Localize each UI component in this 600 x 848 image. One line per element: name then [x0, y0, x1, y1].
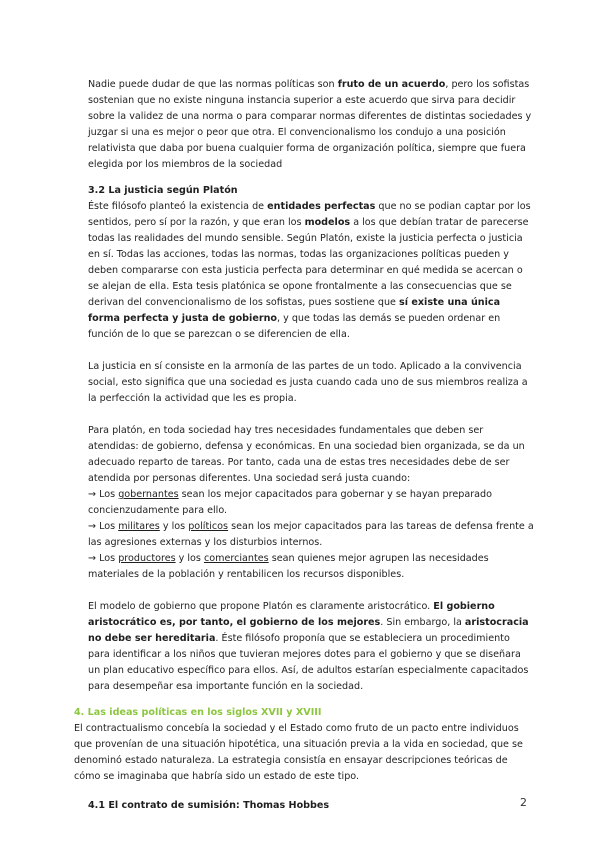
text-run: Éste filósofo planteó la existencia de [88, 201, 268, 212]
underlined-run: políticos [188, 521, 229, 532]
text-run: y los [159, 521, 189, 532]
text-run: → Los [88, 489, 119, 500]
text-run: a los que debían tratar de parecerse todas las realidades del mundo sensible. Según Platón, existe la justicia perfecta o justicia en sí. Todas las acciones, todas las normas, todas las organizaciones políticas pueden y deben compararse con esta justicia perfecta para determinar en qué medida se acercan o se alejan de ella. Esta tesis platónica se opone frontalmente a las consecuencias que se derivan del convencionalismo de los sofistas, pues sostiene que [88, 217, 529, 308]
text-run: , y que todas las demás se pueden ordenar en función de lo que se parezcan o se diferencien de ella. [88, 313, 501, 340]
bold-run: El gobierno aristocrático es, por tanto, el gobierno de los mejores [88, 601, 495, 628]
paragraph-aristocracia [74, 599, 534, 695]
text-run: → Los [88, 521, 119, 532]
text-run: , pero los sofistas sostenian que no existe ninguna instancia superior a este acuerdo que sirva para decidir sobre la validez de una norma o para comparar normas diferentes de distintas sociedades y juzgar si una es mejor o peor que otra. El convencionalismo los condujo a una posición relativista que daba por buena cualquier forma de organización política, siempre que fuera elegida por los miembros de la sociedad [88, 79, 532, 170]
page-content [74, 77, 534, 814]
list-item-productores [74, 551, 534, 583]
section-heading-4: 4. Las ideas políticas en los siglos XVII y XVIII [74, 707, 322, 718]
bold-run: sí existe una única forma perfecta y justa de gobierno [88, 297, 501, 324]
paragraph-sofistas [74, 77, 534, 173]
bold-run: modelos [304, 217, 351, 228]
text-run: sean quienes mejor agrupen las necesidades materiales de la población y rentabilicen los recursos disponibles. [88, 553, 489, 580]
paragraph-necesidades: Para platón, en toda sociedad hay tres necesidades fundamentales que deben ser atendidas: de gobierno, defensa y económicas. En una sociedad bien organizada, se da un adecuado reparto de tareas. Por tanto, cada una de estas tres necesidades debe de ser atendida por personas diferentes. Una sociedad será justa cuando: [88, 425, 525, 484]
text-run: sean los mejor capacitados para gobernar y se hayan preparado concienzudamente para ello. [88, 489, 492, 516]
paragraph-platon-entidades [74, 199, 534, 343]
section-heading-3-2: 3.2 La justicia según Platón [88, 185, 238, 196]
text-run: . Sin embargo, la [380, 617, 465, 628]
page-number: 2 [520, 796, 527, 809]
bold-run: aristocracia no debe ser hereditaria [88, 617, 529, 644]
section-heading-4-1: 4.1 El contrato de sumisión: Thomas Hobbes [88, 800, 330, 811]
text-run: y los [175, 553, 204, 564]
paragraph-contractualismo: El contractualismo concebía la sociedad y el Estado como fruto de un pacto entre individuos que provenían de una situación hipotética, una situación previa a la vida en sociedad, que se denominó estado naturaleza. La estrategia consistía en ensayar descripciones teóricas de cómo se imaginaba que habría sido un estado de este tipo. [74, 723, 523, 782]
text-run: → Los [88, 553, 119, 564]
text-run: que no se podian captar por los sentidos, pero sí por la razón, y que eran los [88, 201, 531, 228]
bold-run: fruto de un acuerdo [337, 79, 446, 90]
text-run: El modelo de gobierno que propone Platón es claramente aristocrático. [88, 601, 434, 612]
text-run: sean los mejor capacitados para las tareas de defensa frente a las agresiones externas y los disturbios internos. [88, 521, 534, 548]
underlined-run: productores [118, 553, 176, 564]
underlined-run: comerciantes [203, 553, 269, 564]
underlined-run: gobernantes [118, 489, 179, 500]
underlined-run: militares [118, 521, 160, 532]
list-item-militares [74, 519, 534, 551]
text-run: Nadie puede dudar de que las normas políticas son [88, 79, 338, 90]
text-run: . Éste filósofo proponía que se estableciera un procedimiento para identificar a los niños que tuvieran mejores dotes para el gobierno y que se diseñara un plan educativo específico para ellos. Así, de adultos estarían especialmente capacitados para desempeñar esa importante función en la sociedad. [88, 633, 529, 692]
bold-run: entidades perfectas [267, 201, 376, 212]
paragraph-justicia-armonia: La justicia en sí consiste en la armonía de las partes de un todo. Aplicado a la convivencia social, esto significa que una sociedad es justa cuando cada uno de sus miembros realiza a la perfección la actividad que les es propia. [88, 361, 528, 404]
list-item-gobernantes [74, 487, 534, 519]
